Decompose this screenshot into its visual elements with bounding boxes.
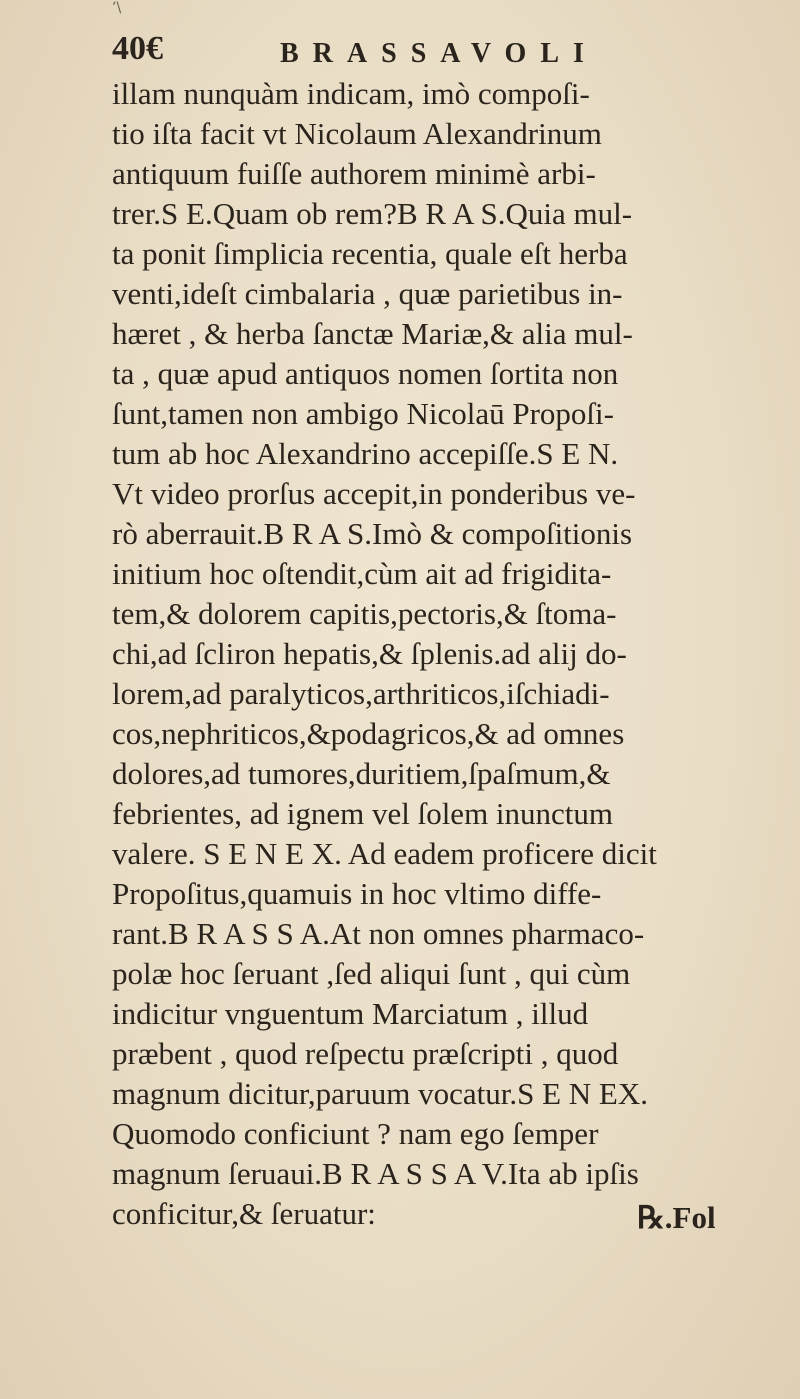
text-line: initium hoc oſtendit,cùm ait ad frigidita- [112,556,612,591]
page-number: 40€ [112,30,163,67]
catchword: ℞.Fol [637,1200,716,1235]
text-line: Propoſitus,quamuis in hoc vltimo diffe- [112,876,602,911]
running-head: BRASSAVOLI [280,38,598,69]
text-line: Vt video prorſus accepit,in ponderibus ve- [112,476,636,511]
text-line: lorem,ad paralyticos,arthriticos,iſchiadi- [112,676,610,711]
text-line: ta ponit ſimplicia recentia, quale eſt herba [112,236,628,271]
text-line: Quomodo conficiunt ? nam ego ſemper [112,1116,599,1151]
text-line: rò aberrauit.B R A S.Imò & compoſitionis [112,516,633,551]
text-line: chi,ad ſcliron hepatis,& ſplenis.ad alij do- [112,636,627,671]
text-line: ſunt,tamen non ambigo Nicolaū Propoſi- [112,396,614,431]
text-line: ta , quæ apud antiquos nomen ſortita non [112,356,619,391]
text-line: tem,& dolorem capitis,pectoris,& ſtoma- [112,596,617,631]
text-line: tum ab hoc Alexandrino accepiſſe.S E N. [112,436,619,471]
text-line: febrientes, ad ignem vel ſolem inunctum [112,796,614,831]
text-line: conficitur,& ſeruatur: [112,1196,376,1231]
body-text [112,74,792,1234]
text-line: cos,nephriticos,&podagricos,& ad omnes [112,716,625,751]
corner-mark: ʼ\ [112,0,122,16]
page-header [112,30,672,70]
text-line: præbent , quod reſpectu præſcripti , quod [112,1036,619,1071]
text-line: tio iſta facit vt Nicolaum Alexandrinum [112,116,602,151]
text-line: rant.B R A S S A.At non omnes pharmaco- [112,916,645,951]
text-line: trer.S E.Quam ob rem?B R A S.Quia mul- [112,196,633,231]
text-line: magnum ſeruaui.B R A S S A V.Ita ab ipſis [112,1156,639,1191]
text-line: venti,ideſt cimbalaria , quæ parietibus in- [112,276,623,311]
text-line: polæ hoc ſeruant ,ſed aliqui ſunt , qui cùm [112,956,631,991]
text-line: magnum dicitur,paruum vocatur.S E N EX. [112,1076,648,1111]
text-line: illam nunquàm indicam, imò compoſi- [112,76,590,111]
text-line: dolores,ad tumores,duritiem,ſpaſmum,& [112,756,611,791]
text-line: valere. S E N E X. Ad eadem proficere dicit [112,836,657,871]
text-line: indicitur vnguentum Marciatum , illud [112,996,589,1031]
text-line: antiquum fuiſſe authorem minimè arbi- [112,156,596,191]
text-line: hæret , & herba ſanctæ Mariæ,& alia mul- [112,316,633,351]
